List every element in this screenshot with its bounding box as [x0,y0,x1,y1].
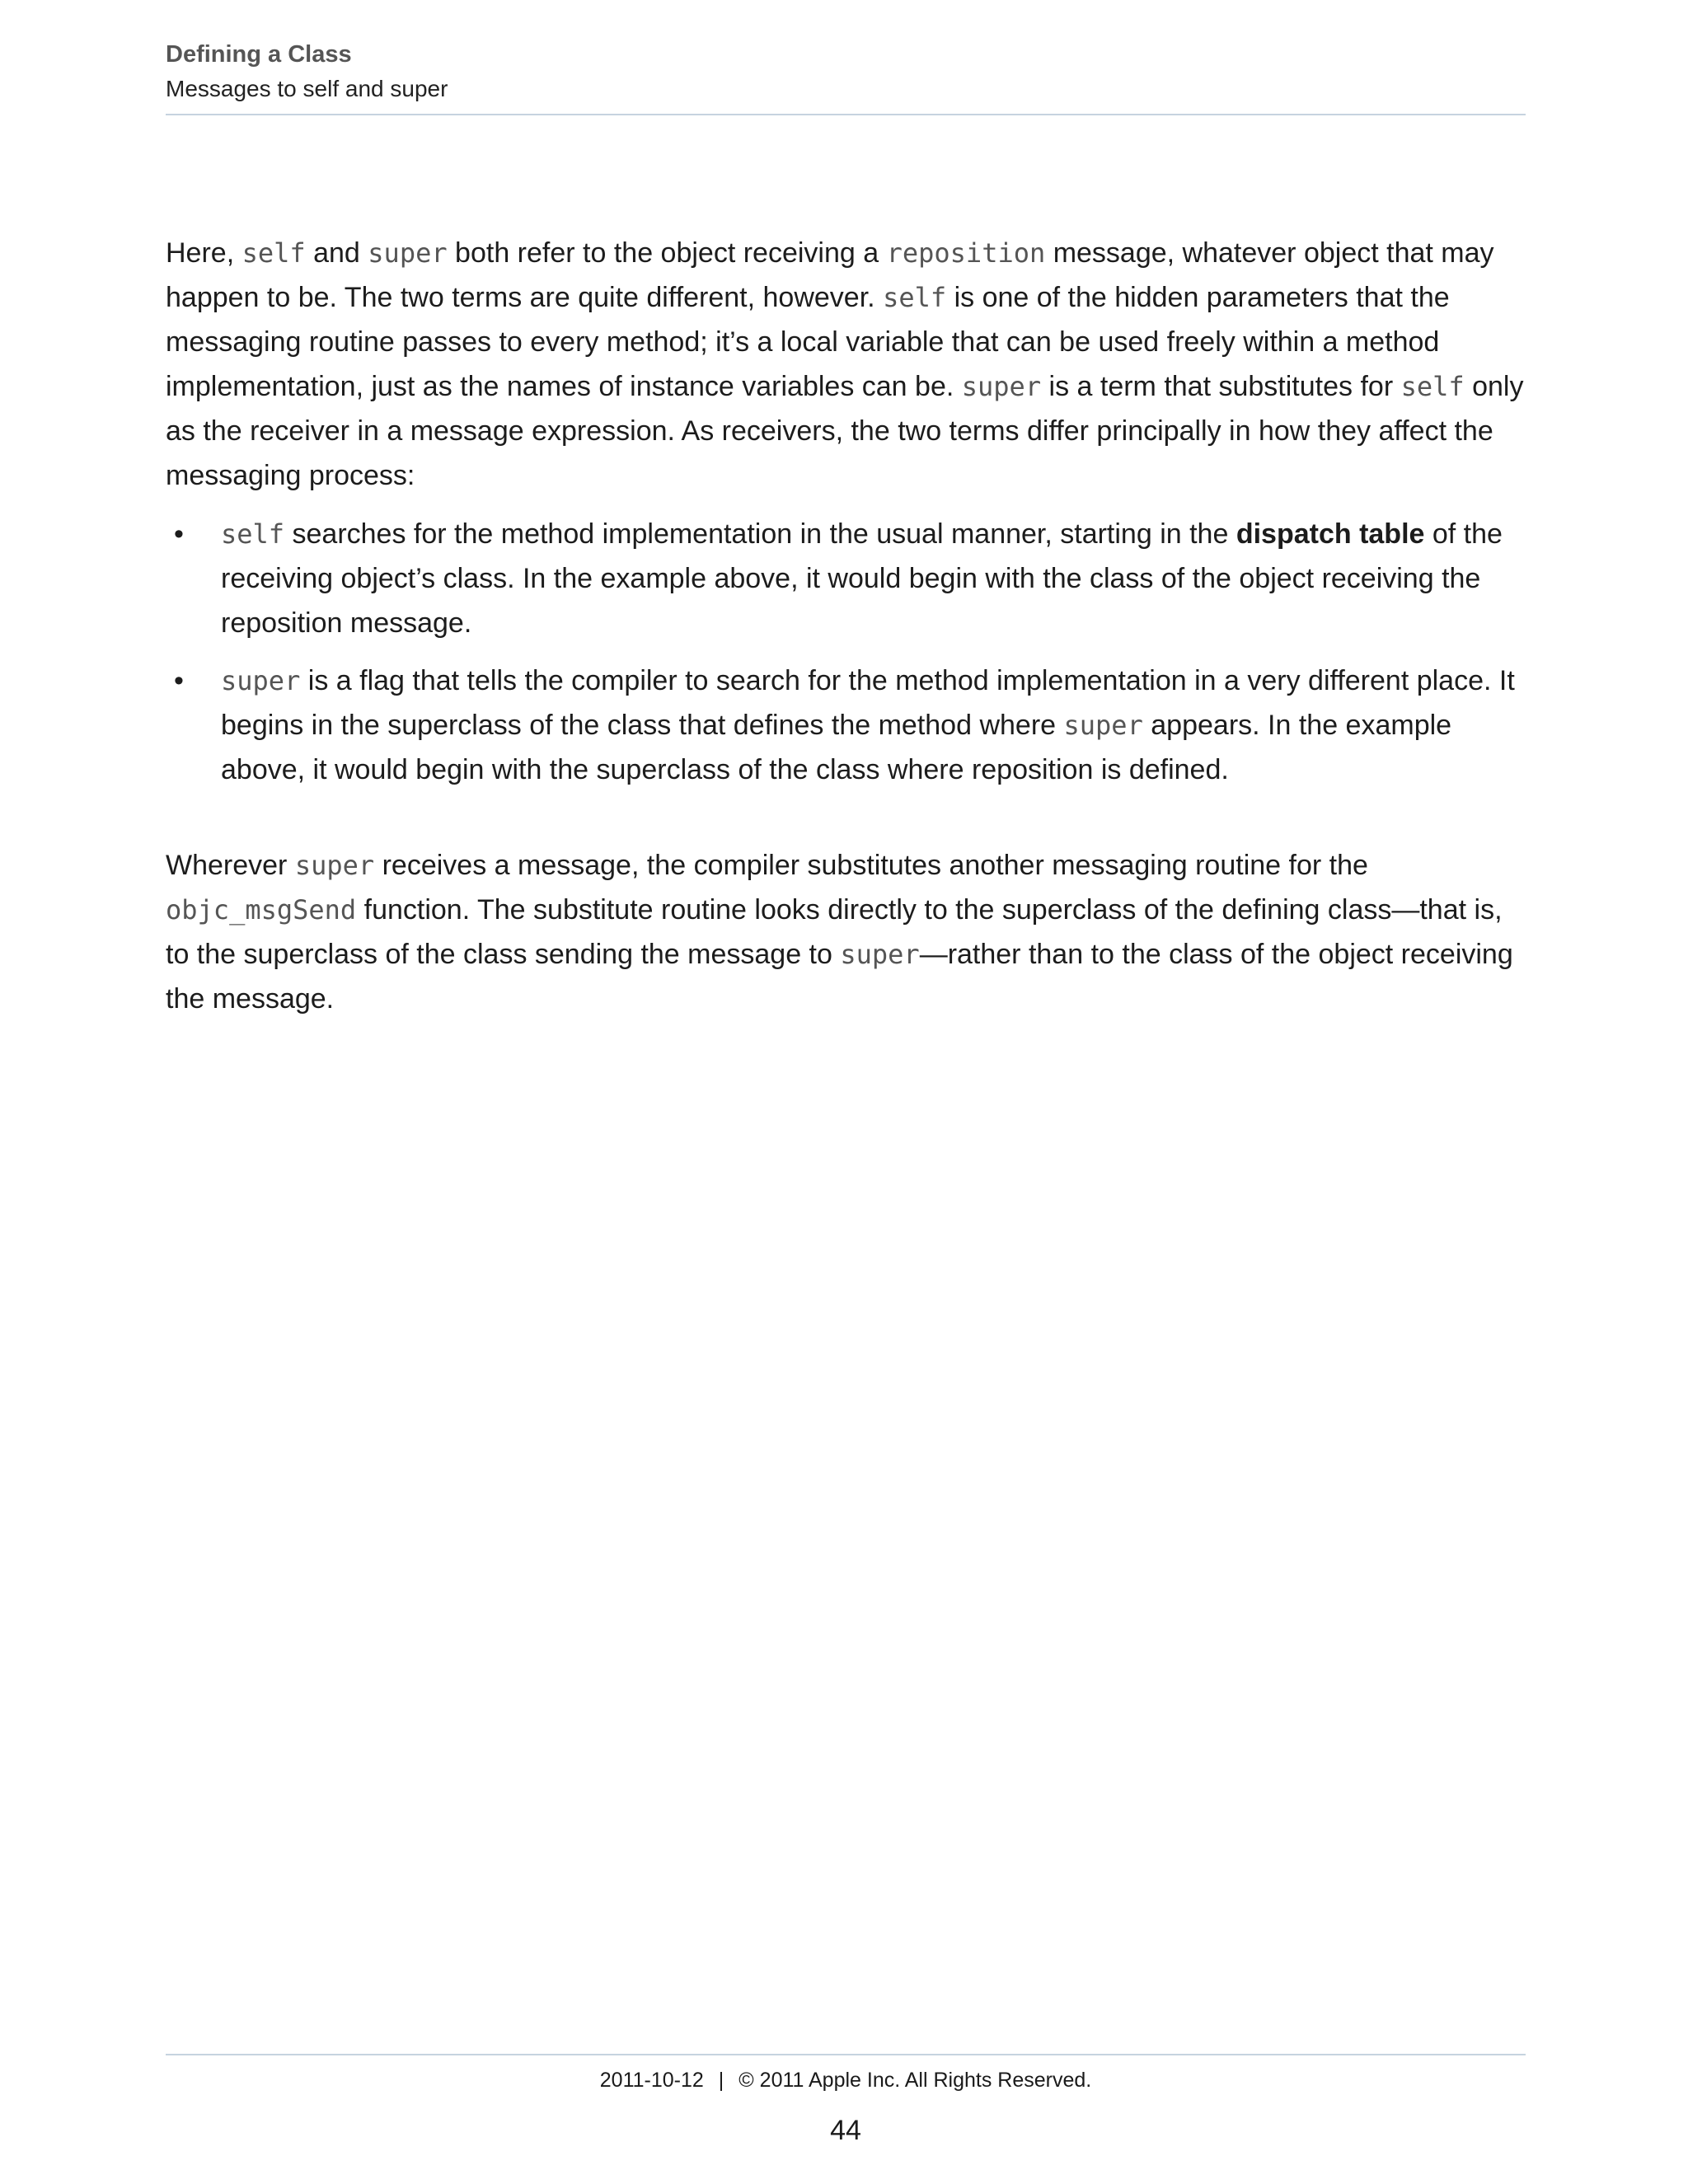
text: function. The substitute routine looks directly to the superclass of the defining class—that is, to the superclass of the class sending the message to [166,894,1503,970]
code-super: super [221,665,301,696]
code-super: super [961,371,1042,402]
code-self: self [241,237,306,269]
text: message, whatever object that may happen to be. The two terms are quite different, however. [166,237,1494,313]
code-reposition: reposition [886,237,1046,269]
bullet-icon: • [174,665,184,696]
code-self: self [1400,371,1465,402]
text: of the receiving object’s class. In the example above, it would begin with the class of the object receiving the reposition message. [221,518,1503,639]
footer-divider [166,2054,1526,2055]
text: Wherever [166,850,295,881]
bullet-list [166,512,1526,792]
bullet-icon: • [174,518,184,550]
chapter-title: Defining a Class [166,41,352,68]
footer-date: 2011-10-12 [599,2069,704,2092]
text: receives a message, the compiler substitutes another messaging routine for the [374,850,1368,881]
text: searches for the method implementation in the usual manner, starting in the [284,518,1236,550]
text: Here, [166,237,242,269]
page-header [166,36,1526,105]
text: is one of the hidden parameters that the messaging routine passes to every method; it’s a local variable that can be used freely within a method implementation, just as the names of instance variables can be. [166,282,1450,402]
page-footer [166,2064,1526,2097]
code-super: super [368,237,448,269]
footer-separator: | [718,2069,724,2092]
code-super: super [1063,710,1143,741]
list-item [166,658,1526,792]
paragraph-self-super-intro [166,231,1526,498]
main-content [166,231,1526,1021]
paragraph-super-messaging [166,843,1526,1021]
text: and [305,237,368,269]
text: is a term that substitutes for [1041,371,1401,402]
code-super: super [294,850,375,881]
text: both refer to the object receiving a [447,237,887,269]
text: —rather than to the class of the object receiving the message. [166,939,1513,1015]
text: appears. In the example above, it would begin with the superclass of the class where reposition is defined. [221,710,1452,785]
text: only as the receiver in a message expression. As receivers, the two terms differ principally in how they affect the messaging process: [166,371,1524,491]
code-self: self [221,518,285,550]
code-objc-msgsend: objc_msgSend [166,894,357,926]
text: is a flag that tells the compiler to search for the method implementation in a very different place. It begins in the superclass of the class that defines the method where [221,665,1515,741]
header-divider [166,114,1526,115]
code-self: self [883,282,947,313]
code-super: super [840,939,920,970]
list-item [166,512,1526,645]
page-number: 44 [830,2115,861,2146]
term-dispatch-table: dispatch table [1236,518,1425,550]
footer-copyright: © 2011 Apple Inc. All Rights Reserved. [738,2069,1092,2092]
section-title: Messages to self and super [166,76,448,101]
